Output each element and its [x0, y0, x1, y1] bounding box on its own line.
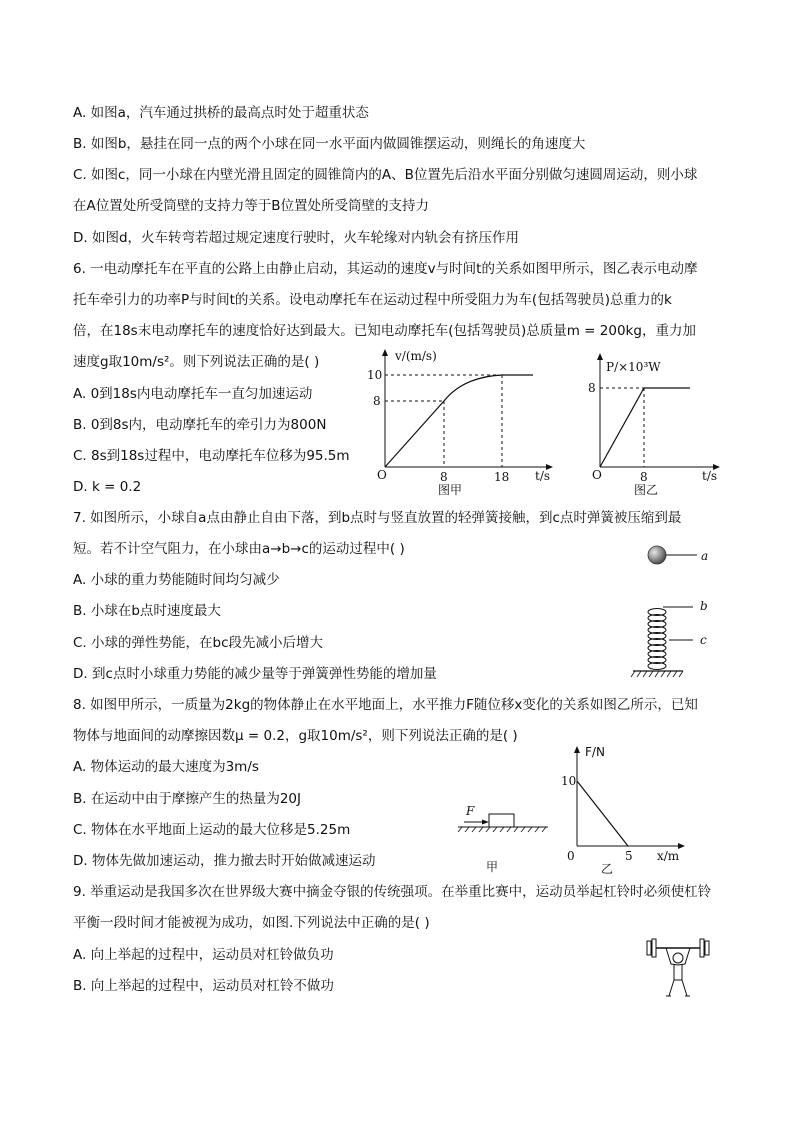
q7-stem-line2: 短。若不计空气阻力，在小球由a→b→c的运动过程中( )	[73, 541, 405, 557]
q8-option-c: C. 物体在水平地面上运动的最大位移是5.25m	[73, 822, 351, 838]
force-label: F	[466, 804, 475, 818]
ball	[648, 546, 666, 564]
origin-label-3: 0	[567, 849, 575, 863]
q6-stem-line3: 倍，在18s末电动摩托车的速度恰好达到最大。已知电动摩托车(包括驾驶员)总质量m = 200kg，重力加	[73, 323, 696, 339]
q9-option-a: A. 向上举起的过程中，运动员对杠铃做负功	[73, 947, 334, 963]
v-tick-10: 10	[367, 368, 383, 382]
p-tick-8: 8	[588, 381, 596, 395]
q5-option-a: A. 如图a，汽车通过拱桥的最高点时处于超重状态	[73, 105, 369, 121]
velocity-time-graph	[363, 345, 563, 497]
figure-yi-caption: 图乙	[634, 483, 659, 497]
q8-option-d: D. 物体先做加速运动，推力撤去时开始做减速运动	[73, 853, 376, 869]
q8-stem-line2: 物体与地面间的动摩擦因数μ = 0.2，g取10m/s²，则下列说法正确的是( )	[73, 728, 518, 744]
floor-hatching	[458, 827, 546, 832]
block-figure-caption: 甲	[486, 860, 499, 874]
q6-option-a: A. 0到18s内电动摩托车一直匀加速运动	[73, 386, 313, 402]
q6-stem-line4: 速度g取10m/s²。则下列说法正确的是( )	[73, 354, 320, 370]
point-a-label: a	[701, 549, 709, 563]
t-axis-label-2: t/s	[702, 469, 718, 483]
t-tick-18: 18	[494, 470, 510, 484]
f-axis-label: F/N	[585, 745, 605, 759]
q8-option-b: B. 在运动中由于摩擦产生的热量为20J	[73, 791, 302, 807]
x-axis-label: x/m	[657, 849, 680, 863]
q5-option-c-line1: C. 如图c，同一小球在内壁光滑且固定的圆锥筒内的A、B位置先后沿水平面分别做匀速圆周运动，则小球	[73, 167, 698, 183]
q9-stem-line2: 平衡一段时间才能被视为成功，如图.下列说法中正确的是( )	[73, 915, 430, 931]
q5-option-d: D. 如图d，火车转弯若超过规定速度行驶时，火车轮缘对内轨会有挤压作用	[73, 230, 520, 246]
origin-label-2: O	[592, 468, 602, 482]
q6-stem-line1: 6. 一电动摩托车在平直的公路上由静止启动，其运动的速度v与时间t的关系如图甲所示，图乙表示电动摩	[73, 261, 698, 277]
point-c-label: c	[700, 633, 707, 647]
q7-option-d: D. 到c点时小球重力势能的减少量等于弹簧弹性势能的增加量	[73, 666, 437, 682]
t-tick-8: 8	[440, 470, 448, 484]
v-axis-label: v/(m/s)	[395, 349, 437, 363]
q7-option-b: B. 小球在b点时速度最大	[73, 603, 221, 619]
figure-jia-caption: 图甲	[438, 483, 463, 497]
t-tick-8-2: 8	[640, 470, 648, 484]
t-axis-label: t/s	[535, 469, 551, 483]
ground-hatching	[631, 671, 683, 677]
q7-stem-line1: 7. 如图所示，小球自a点由静止自由下落，到b点时与竖直放置的轻弹簧接触，到c点时弹簧被压缩到最	[73, 510, 682, 526]
q6-option-b: B. 0到8s内，电动摩托车的牵引力为800N	[73, 417, 327, 433]
p-axis-label: P/×10³W	[606, 360, 661, 374]
origin-label: O	[377, 468, 387, 482]
q8-option-a: A. 物体运动的最大速度为3m/s	[73, 759, 259, 775]
q9-option-b: B. 向上举起的过程中，运动员对杠铃不做功	[73, 978, 334, 994]
block	[489, 814, 514, 827]
x-tick-5: 5	[625, 849, 633, 863]
v-tick-8: 8	[373, 394, 381, 408]
q5-option-b: B. 如图b，悬挂在同一点的两个小球在同一水平面内做圆锥摆运动，则绳长的角速度大	[73, 136, 586, 152]
q8-stem-line1: 8. 如图甲所示，一质量为2kg的物体静止在水平地面上，水平推力F随位移x变化的关系如图乙所示，已知	[73, 697, 698, 713]
q7-option-c: C. 小球的弹性势能，在bc段先减小后增大	[73, 635, 323, 651]
q5-option-c-line2: 在A位置处所受筒壁的支持力等于B位置处所受筒壁的支持力	[73, 198, 429, 214]
q6-option-c: C. 8s到18s过程中，电动摩托车位移为95.5m	[73, 448, 350, 464]
q9-stem-line1: 9. 举重运动是我国多次在世界级大赛中摘金夺银的传统强项。在举重比赛中，运动员举起杠铃时必须使杠铃	[73, 884, 712, 900]
f-tick-10: 10	[561, 774, 577, 788]
force-displacement-graph	[555, 740, 695, 878]
spring	[648, 609, 666, 670]
power-time-graph	[580, 345, 730, 497]
fx-graph-caption: 乙	[601, 862, 614, 876]
weightlifter-figure	[644, 936, 714, 1000]
point-b-label: b	[700, 599, 708, 613]
q7-option-a: A. 小球的重力势能随时间均匀减少	[73, 572, 280, 588]
q6-stem-line2: 托车牵引力的功率P与时间t的关系。设电动摩托车在运动过程中所受阻力为车(包括驾驶员)总重力的k	[73, 292, 672, 308]
ball-spring-figure	[625, 540, 725, 685]
block-push-figure	[452, 795, 557, 875]
q6-option-d: D. k = 0.2	[73, 479, 142, 495]
